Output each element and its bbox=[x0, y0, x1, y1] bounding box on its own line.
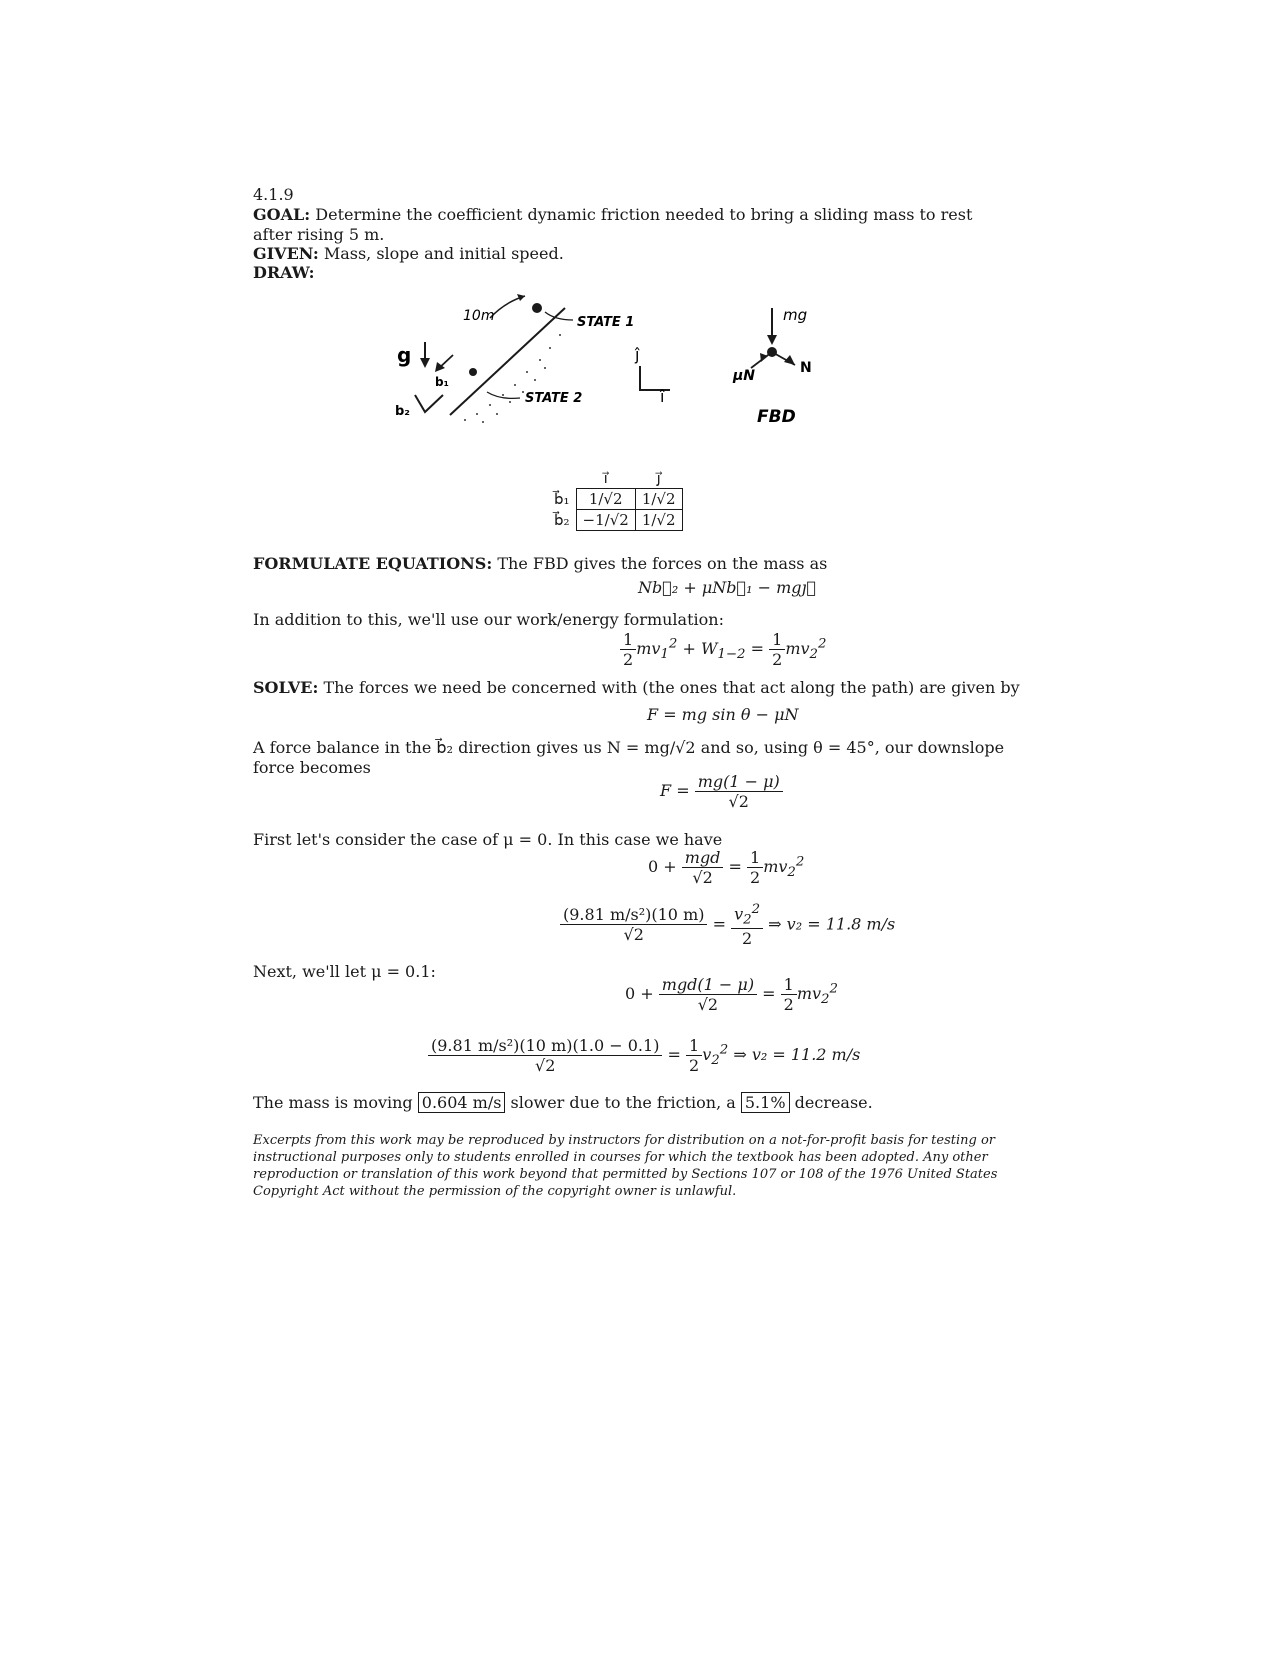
copyright-notice: Excerpts from this work may be reproduced by instructors for distribution on a not-for-profit basis for testing or instructional purposes only to students enrolled in courses for which the textbook has been adopted. Any other reproduction or translation of this work beyond that permitted by Sections 107 or 108 of the 1976 United States Copyright Act without the permission of the copyright owner is unlawful. bbox=[253, 1133, 998, 1199]
b1-label: b₁ bbox=[435, 375, 449, 389]
force-equation: F = mg sin θ − μN bbox=[647, 705, 799, 724]
conclusion-post: decrease. bbox=[794, 1093, 873, 1112]
downslope-force-equation: F = $\frac{mg(1 - \mu)}{√2}$ bbox=[660, 772, 783, 811]
matrix-cell: 1/√2 bbox=[635, 510, 682, 531]
matrix-row-header: b⃗₁ bbox=[554, 490, 570, 508]
given-label: GIVEN: bbox=[253, 244, 319, 263]
draw-label: DRAW: bbox=[253, 263, 315, 282]
formulate-line bbox=[253, 554, 827, 574]
incline-figure bbox=[395, 290, 855, 440]
mass-state1 bbox=[532, 303, 542, 313]
case1-text: Next, we'll let μ = 0.1: bbox=[253, 962, 436, 981]
given-line bbox=[253, 244, 564, 264]
percent-decrease-box: 5.1% bbox=[741, 1092, 790, 1113]
matrix-cell: 1/√2 bbox=[576, 489, 635, 510]
fbd-label: FBD bbox=[757, 407, 796, 427]
work-text: In addition to this, we'll use our work/energy formulation: bbox=[253, 610, 724, 629]
state1-label: STATE 1 bbox=[577, 315, 635, 330]
case1-numeric-equation: $\frac{\text{(9.81 m/s²)(10 m)(1.0 − 0.1)}}{√2}$ = $\frac{1}{2}$ $v_2^2$ ⇒ v₂ = 11.2 m/s bbox=[428, 1036, 860, 1075]
matrix-row bbox=[548, 489, 682, 510]
result1: v₂ = 11.2 m/s bbox=[751, 1045, 861, 1064]
matrix-cell: −1/√2 bbox=[576, 510, 635, 531]
matrix-cell: 1/√2 bbox=[635, 489, 682, 510]
state2-label: STATE 2 bbox=[525, 391, 583, 406]
conclusion-mid: slower due to the friction, a bbox=[510, 1093, 736, 1112]
case0-text: First let's consider the case of μ = 0. In this case we have bbox=[253, 830, 723, 849]
balance-text: A force balance in the b⃗₂ direction gives us N = mg/√2 and so, using θ = 45°, our downslope force becomes bbox=[253, 738, 1005, 777]
conclusion-line bbox=[253, 1093, 873, 1113]
case0-numeric-equation: $\frac{\text{(9.81 m/s²)(10 m)}}{√2}$ = $\frac{v_2^2}{2}$ ⇒ v₂ = 11.8 m/s bbox=[560, 902, 895, 948]
matrix-header-row bbox=[548, 468, 682, 489]
mass-state2 bbox=[469, 368, 477, 376]
solve-label: SOLVE: bbox=[253, 678, 319, 697]
case1-equation: 0 + $\frac{\text{mgd(1 − μ)}}{√2}$ = $\frac{1}{2}$ $mv_2^2$ bbox=[625, 975, 839, 1014]
formulate-label: FORMULATE EQUATIONS: bbox=[253, 554, 493, 573]
matrix-col-header: ı⃗ bbox=[603, 469, 608, 487]
conclusion-pre: The mass is moving bbox=[253, 1093, 413, 1112]
matrix-row-header: b⃗₂ bbox=[554, 511, 570, 529]
goal-line bbox=[253, 205, 1013, 245]
solve-text: The forces we need be concerned with (the ones that act along the path) are given by bbox=[323, 678, 1020, 697]
speed-difference-box: 0.604 m/s bbox=[418, 1092, 506, 1113]
mun-label: μN bbox=[733, 368, 756, 384]
formulate-text: The FBD gives the forces on the mass as bbox=[497, 554, 828, 573]
given-text: Mass, slope and initial speed. bbox=[323, 244, 564, 263]
direction-cosine-table bbox=[548, 468, 683, 531]
draw-line bbox=[253, 263, 315, 283]
ground-dots bbox=[464, 334, 561, 423]
goal-text: Determine the coefficient dynamic friction needed to bring a sliding mass to rest after rising 5 m. bbox=[253, 205, 973, 244]
forces-equation: Nb⃗₂ + μNb⃗₁ − mgȷ⃗ bbox=[638, 578, 817, 597]
work-energy-equation: $\frac{1}{2}$ $mv_1^2 + W_{1-2}$ = $\frac{1}{2}$ $mv_2^2$ bbox=[620, 630, 827, 669]
solve-line bbox=[253, 678, 1020, 698]
result0: v₂ = 11.8 m/s bbox=[786, 914, 896, 934]
i-label: î bbox=[660, 387, 665, 406]
matrix-row bbox=[548, 510, 682, 531]
problem-number: 4.1.9 bbox=[253, 185, 294, 204]
case0-equation: 0 + $\frac{\text{mgd}}{√2}$ = $\frac{1}{2}$ $mv_2^2$ bbox=[648, 848, 805, 887]
g-label: g bbox=[397, 343, 412, 367]
mg-label: mg bbox=[783, 306, 808, 324]
matrix-col-header: ȷ⃗ bbox=[656, 469, 661, 487]
b2-label: b₂ bbox=[395, 404, 410, 419]
n-label: N bbox=[800, 360, 812, 376]
j-label: ĵ bbox=[635, 345, 640, 364]
distance-label: 10m bbox=[463, 308, 495, 324]
goal-label: GOAL: bbox=[253, 205, 311, 224]
